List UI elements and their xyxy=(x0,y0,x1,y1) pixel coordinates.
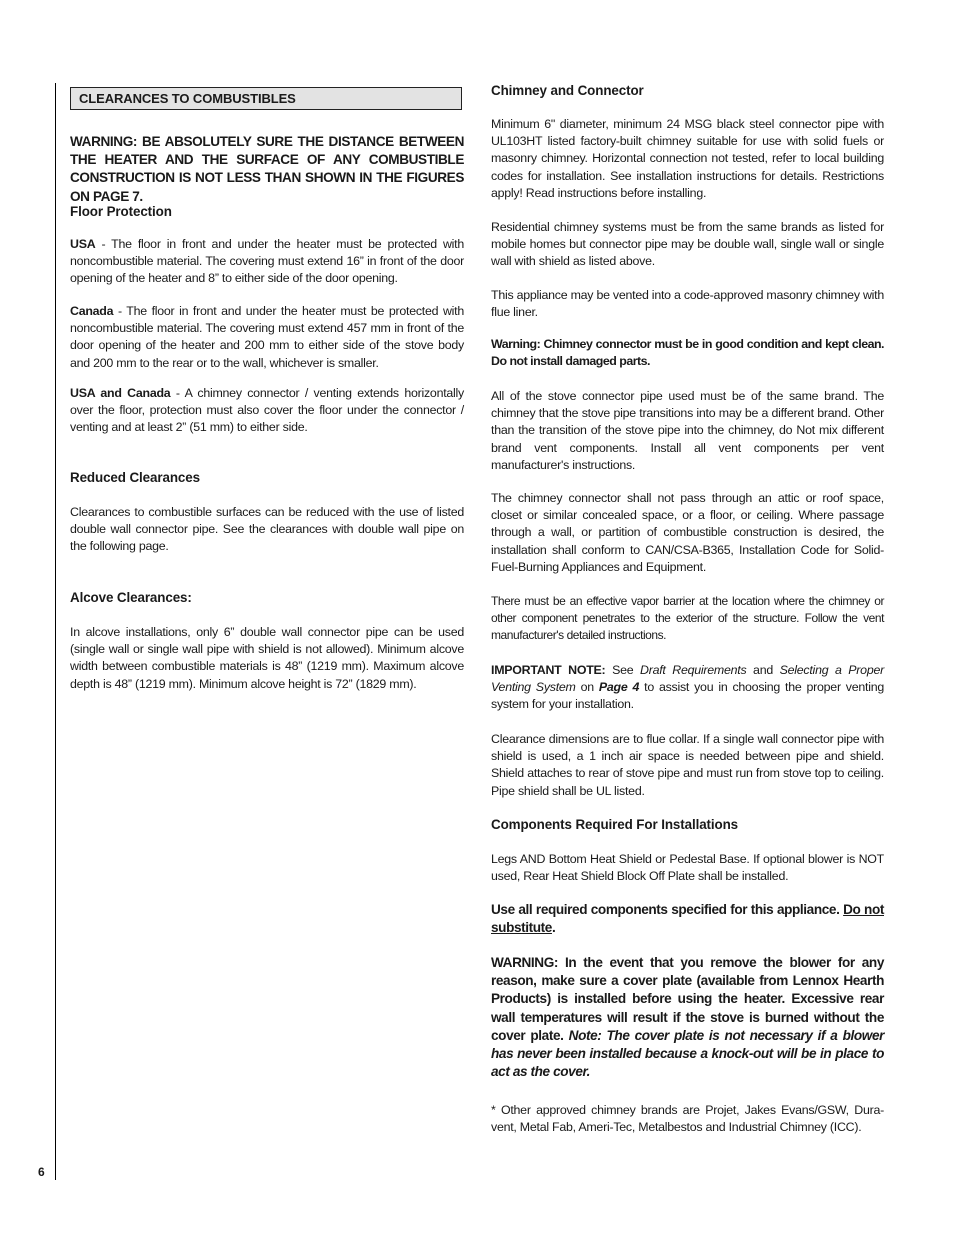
important-text-1: See xyxy=(605,663,641,677)
important-text-2: and xyxy=(746,663,780,677)
chimney-paragraph-3: This appliance may be vented into a code-approved masonry chimney with flue liner. xyxy=(491,288,884,320)
period: . xyxy=(551,920,556,936)
reduced-clearances-text: Clearances to combustible surfaces can be reduced with the use of listed double wall connector pipe. See the clearances with double wall pipe on the following page. xyxy=(70,505,464,554)
floor-canada-paragraph xyxy=(70,303,464,372)
important-note-label: IMPORTANT NOTE: xyxy=(491,663,606,677)
usa-text: - The floor in front and under the heater must be protected with noncombustible material. The covering must extend 16” in front of the door opening of the heater and 8” to either side of the door opening. xyxy=(70,237,464,286)
floor-protection-heading: Floor Protection xyxy=(70,204,172,219)
blower-warning-paragraph xyxy=(491,954,884,1081)
reduced-clearances-heading: Reduced Clearances xyxy=(70,470,200,485)
components-heading: Components Required For Installations xyxy=(491,817,739,832)
cover-plate-note: Note: The cover plate is not necessary if a blower has never been installed because a knock-out will be in place to act as the cover. xyxy=(491,1027,884,1080)
usa-canada-text: - A chimney connector / venting extends horizontally over the floor, protection must also cover the floor under the connector / venting and at least 2” (51 mm) to either side. xyxy=(70,386,464,435)
alcove-clearances-heading: Alcove Clearances: xyxy=(70,590,192,605)
chimney-paragraph-2: Residential chimney systems must be from the same brands as listed for mobile homes but connector pipe may be double wall, single wall or single wall with shield as listed above. xyxy=(491,220,884,269)
floor-usa-paragraph xyxy=(70,236,464,288)
important-text-4: to assist you in choosing the proper venting system for your installation. xyxy=(491,680,885,712)
page-4-ref: Page 4 xyxy=(598,680,640,695)
important-note-paragraph xyxy=(491,662,884,714)
draft-requirements-ref: Draft Requirements xyxy=(640,663,747,677)
usa-label: USA xyxy=(70,237,96,251)
usa-canada-label: USA and Canada xyxy=(70,386,171,400)
section-title-box: CLEARANCES TO COMBUSTIBLES xyxy=(70,87,462,110)
components-text: Legs AND Bottom Heat Shield or Pedestal Base. If optional blower is NOT used, Rear Heat Shield Block Off Plate shall be installed. xyxy=(491,852,884,884)
clearance-dimensions-paragraph: Clearance dimensions are to flue collar. If a single wall connector pipe with shield is used, a 1 inch air space is needed between pipe and shield. Shield attaches to rear of stove pipe and must run from stove top to ceiling. Pipe shield shall be UL listed. xyxy=(491,732,884,798)
margin-rule xyxy=(55,83,56,1180)
vapor-barrier-paragraph: There must be an effective vapor barrier at the location where the chimney or other component penetrates to the exterior of the structure. Follow the vent manufacturer's detailed instructions. xyxy=(491,594,884,643)
chimney-paragraph-1: Minimum 6" diameter, minimum 24 MSG black steel connector pipe with UL103HT listed factory-built chimney suitable for use with solid fuels or masonry chimney. Horizontal connection not tested, refer to local building codes for installation. See installation instructions for details. Restrictions apply! Read instructions before installing. xyxy=(491,117,884,200)
combustibles-warning: WARNING: BE ABSOLUTELY SURE THE DISTANCE BETWEEN THE HEATER AND THE SURFACE OF ANY COMBUSTIBLE CONSTRUCTION IS NOT LESS THAN SHOWN IN THE FIGURES ON PAGE 7. xyxy=(70,134,464,204)
alcove-clearances-text: In alcove installations, only 6” double wall connector pipe can be used (single wall or single wall pipe with shield is not allowed). Minimum alcove width between combustible materials is 48” (1219 mm). Maximum alcove depth is 48” (1219 mm). Minimum alcove height is 72” (1829 mm). xyxy=(70,625,464,691)
chimney-brands-footnote: * Other approved chimney brands are Projet, Jakes Evans/GSW, Dura-vent, Metal Fab, Ameri-Tec, Metalbestos and Industrial Chimney (ICC). xyxy=(491,1103,884,1135)
blower-warning-text: WARNING: In the event that you remove the blower for any reason, make sure a cover plate (available from Lennox Hearth Products) is installed before using the heater. Excessive rear wall temperatures will result if the stove is burned without the cover plate. xyxy=(491,955,884,1043)
venting-system-ref: Selecting a Proper Venting System xyxy=(491,663,884,695)
use-all-components-paragraph xyxy=(491,901,884,937)
canada-text: - The floor in front and under the heater must be protected with noncombustible material. The covering must extend 457 mm in front of the door opening of the heater and 200 mm to either side of the stove body and 200 mm to the rear or to the wall, whichever is smaller. xyxy=(70,304,464,370)
chimney-paragraph-6: The chimney connector shall not pass through an attic or roof space, closet or similar concealed space, or a floor, or ceiling. Where passage through a wall, or partition of combustible construction is desired, the installation shall conform to CAN/CSA-B365, Installation Code for Solid-Fuel-Burning Appliances and Equipment. xyxy=(491,491,884,574)
page-number: 6 xyxy=(38,1165,45,1179)
floor-both-paragraph xyxy=(70,385,464,437)
canada-label: Canada xyxy=(70,304,114,318)
do-not-substitute: Do not substitute xyxy=(491,902,884,936)
important-text-3: on xyxy=(575,680,599,695)
connector-warning: Warning: Chimney connector must be in good condition and kept clean. Do not install damaged parts. xyxy=(491,337,884,369)
chimney-paragraph-5: All of the stove connector pipe used must be of the same brand. The chimney that the stove pipe transitions into may be a different brand. Other than the transition of the stove pipe into the chimney, do Not mix different brand vent components. Install all vent components per vent manufacturer's instructions. xyxy=(491,389,884,472)
use-all-text: Use all required components specified for this appliance. xyxy=(491,902,844,917)
chimney-connector-heading: Chimney and Connector xyxy=(491,83,644,98)
